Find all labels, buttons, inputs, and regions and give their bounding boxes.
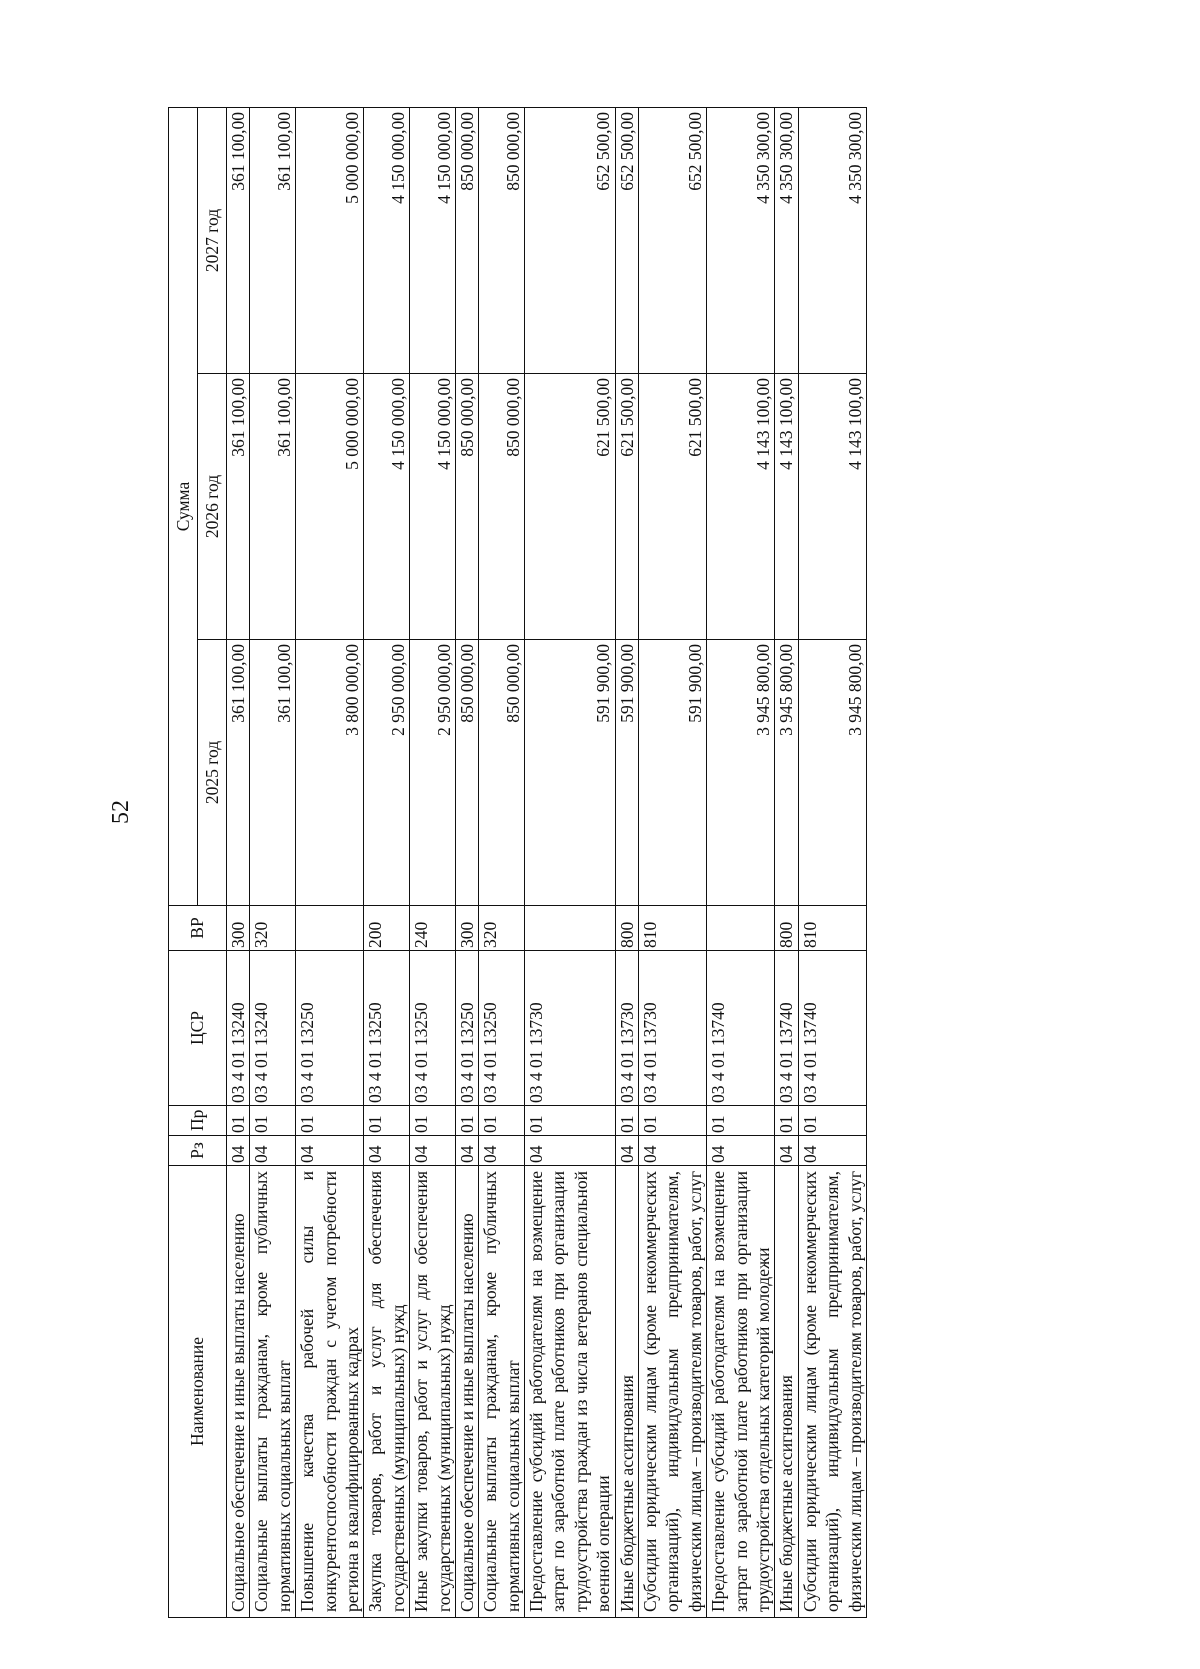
header-year-2026: 2026 год <box>198 374 227 640</box>
row-sum-2026: 4 143 100,00 <box>798 374 866 640</box>
row-name: Социальные выплаты гражданам, кроме публичных нормативных социальных выплат <box>250 1166 296 1618</box>
row-sum-2026: 621 500,00 <box>615 374 638 640</box>
row-name: Закупка товаров, работ и услуг для обеспечения государственных (муниципальных) нужд <box>364 1166 410 1618</box>
row-sum-2027: 4 150 000,00 <box>410 107 456 373</box>
row-sum-2027: 5 000 000,00 <box>296 107 364 373</box>
budget-table <box>168 107 867 1618</box>
table-row <box>639 107 707 1617</box>
row-sum-2027: 652 500,00 <box>615 107 638 373</box>
row-csr: 03 4 01 13730 <box>615 951 638 1106</box>
row-sum-2025: 591 900,00 <box>525 640 616 906</box>
row-rz: 04 <box>639 1136 707 1166</box>
row-vr: 240 <box>410 906 456 951</box>
row-name: Социальное обеспечение и иные выплаты населению <box>455 1166 478 1618</box>
row-pr: 01 <box>410 1106 456 1136</box>
row-pr: 01 <box>707 1106 775 1136</box>
row-csr: 03 4 01 13250 <box>364 951 410 1106</box>
row-rz: 04 <box>775 1136 798 1166</box>
header-vr: ВР <box>169 906 227 951</box>
rotated-table-container <box>168 108 996 1618</box>
table-row <box>798 107 866 1617</box>
row-csr: 03 4 01 13250 <box>455 951 478 1106</box>
row-pr: 01 <box>639 1106 707 1136</box>
table-row <box>707 107 775 1617</box>
row-sum-2027: 361 100,00 <box>227 107 250 373</box>
row-sum-2027: 361 100,00 <box>250 107 296 373</box>
row-name: Иные бюджетные ассигнования <box>615 1166 638 1618</box>
row-name: Субсидии юридическим лицам (кроме некоммерческих организаций), индивидуальным предпринимателям, физическим лицам – производителям товаров, работ, услуг <box>639 1166 707 1618</box>
table-row <box>479 107 525 1617</box>
row-sum-2025: 3 945 800,00 <box>798 640 866 906</box>
row-sum-2026: 621 500,00 <box>525 374 616 640</box>
row-pr: 01 <box>798 1106 866 1136</box>
row-pr: 01 <box>479 1106 525 1136</box>
row-sum-2025: 3 800 000,00 <box>296 640 364 906</box>
row-rz: 04 <box>296 1136 364 1166</box>
row-sum-2025: 361 100,00 <box>227 640 250 906</box>
row-csr: 03 4 01 13740 <box>775 951 798 1106</box>
row-sum-2026: 4 143 100,00 <box>775 374 798 640</box>
row-name: Социальные выплаты гражданам, кроме публичных нормативных социальных выплат <box>479 1166 525 1618</box>
row-sum-2025: 850 000,00 <box>479 640 525 906</box>
row-csr: 03 4 01 13250 <box>410 951 456 1106</box>
row-sum-2027: 4 150 000,00 <box>364 107 410 373</box>
row-sum-2027: 652 500,00 <box>525 107 616 373</box>
row-sum-2025: 591 900,00 <box>615 640 638 906</box>
row-rz: 04 <box>525 1136 616 1166</box>
row-sum-2026: 621 500,00 <box>639 374 707 640</box>
row-vr <box>525 906 616 951</box>
row-rz: 04 <box>455 1136 478 1166</box>
row-rz: 04 <box>250 1136 296 1166</box>
header-year-2027: 2027 год <box>198 107 227 373</box>
row-vr: 800 <box>775 906 798 951</box>
row-vr: 200 <box>364 906 410 951</box>
row-pr: 01 <box>296 1106 364 1136</box>
table-row <box>296 107 364 1617</box>
row-csr: 03 4 01 13730 <box>525 951 616 1106</box>
row-rz: 04 <box>364 1136 410 1166</box>
row-csr: 03 4 01 13250 <box>479 951 525 1106</box>
row-vr: 300 <box>455 906 478 951</box>
row-vr: 810 <box>798 906 866 951</box>
row-pr: 01 <box>525 1106 616 1136</box>
table-row <box>615 107 638 1617</box>
row-pr: 01 <box>775 1106 798 1136</box>
row-rz: 04 <box>707 1136 775 1166</box>
table-row <box>775 107 798 1617</box>
row-csr: 03 4 01 13240 <box>250 951 296 1106</box>
row-vr: 320 <box>250 906 296 951</box>
row-name: Иные закупки товаров, работ и услуг для обеспечения государственных (муниципальных) нужд <box>410 1166 456 1618</box>
header-year-2025: 2025 год <box>198 640 227 906</box>
row-vr <box>707 906 775 951</box>
row-rz: 04 <box>798 1136 866 1166</box>
row-sum-2025: 591 900,00 <box>639 640 707 906</box>
row-vr: 300 <box>227 906 250 951</box>
row-sum-2026: 5 000 000,00 <box>296 374 364 640</box>
table-row <box>455 107 478 1617</box>
row-csr: 03 4 01 13740 <box>798 951 866 1106</box>
row-name: Повышение качества рабочей силы и конкурентоспособности граждан с учетом потребности региона в квалифицированных кадрах <box>296 1166 364 1618</box>
row-sum-2026: 4 143 100,00 <box>707 374 775 640</box>
header-csr: ЦСР <box>169 951 227 1106</box>
row-pr: 01 <box>455 1106 478 1136</box>
table-row <box>525 107 616 1617</box>
row-csr: 03 4 01 13250 <box>296 951 364 1106</box>
table-row <box>250 107 296 1617</box>
row-pr: 01 <box>250 1106 296 1136</box>
table-row <box>227 107 250 1617</box>
row-vr <box>296 906 364 951</box>
header-pr: Пр <box>169 1106 227 1136</box>
row-sum-2025: 2 950 000,00 <box>364 640 410 906</box>
row-name: Субсидии юридическим лицам (кроме некоммерческих организаций), индивидуальным предпринимателям, физическим лицам – производителям товаров, работ, услуг <box>798 1166 866 1618</box>
row-sum-2027: 4 350 300,00 <box>707 107 775 373</box>
row-sum-2026: 361 100,00 <box>227 374 250 640</box>
row-vr: 800 <box>615 906 638 951</box>
row-sum-2027: 850 000,00 <box>479 107 525 373</box>
row-vr: 810 <box>639 906 707 951</box>
row-sum-2026: 850 000,00 <box>455 374 478 640</box>
row-sum-2025: 850 000,00 <box>455 640 478 906</box>
row-sum-2025: 2 950 000,00 <box>410 640 456 906</box>
row-sum-2027: 850 000,00 <box>455 107 478 373</box>
row-sum-2026: 850 000,00 <box>479 374 525 640</box>
row-csr: 03 4 01 13740 <box>707 951 775 1106</box>
row-rz: 04 <box>410 1136 456 1166</box>
table-row <box>410 107 456 1617</box>
row-csr: 03 4 01 13240 <box>227 951 250 1106</box>
row-sum-2026: 4 150 000,00 <box>364 374 410 640</box>
row-sum-2027: 652 500,00 <box>639 107 707 373</box>
row-sum-2027: 4 350 300,00 <box>798 107 866 373</box>
row-vr: 320 <box>479 906 525 951</box>
table-row <box>364 107 410 1617</box>
row-name: Иные бюджетные ассигнования <box>775 1166 798 1618</box>
row-sum-2025: 3 945 800,00 <box>707 640 775 906</box>
row-sum-2027: 4 350 300,00 <box>775 107 798 373</box>
row-pr: 01 <box>227 1106 250 1136</box>
header-name: Наименование <box>169 1166 227 1618</box>
row-rz: 04 <box>479 1136 525 1166</box>
row-name: Предоставление субсидий работодателям на возмещение затрат по заработной плате работников при организации трудоустройства граждан из числа ветеранов специальной военной операции <box>525 1166 616 1618</box>
row-pr: 01 <box>364 1106 410 1136</box>
row-sum-2025: 3 945 800,00 <box>775 640 798 906</box>
row-name: Социальное обеспечение и иные выплаты населению <box>227 1166 250 1618</box>
row-pr: 01 <box>615 1106 638 1136</box>
row-sum-2026: 4 150 000,00 <box>410 374 456 640</box>
row-rz: 04 <box>615 1136 638 1166</box>
header-rz: Рз <box>169 1136 227 1166</box>
row-sum-2026: 361 100,00 <box>250 374 296 640</box>
header-sum: Сумма <box>169 107 198 905</box>
page-number: 52 <box>108 800 134 824</box>
row-csr: 03 4 01 13730 <box>639 951 707 1106</box>
row-name: Предоставление субсидий работодателям на возмещение затрат по заработной плате работников при организации трудоустройства отдельных категорий молодежи <box>707 1166 775 1618</box>
row-rz: 04 <box>227 1136 250 1166</box>
row-sum-2025: 361 100,00 <box>250 640 296 906</box>
